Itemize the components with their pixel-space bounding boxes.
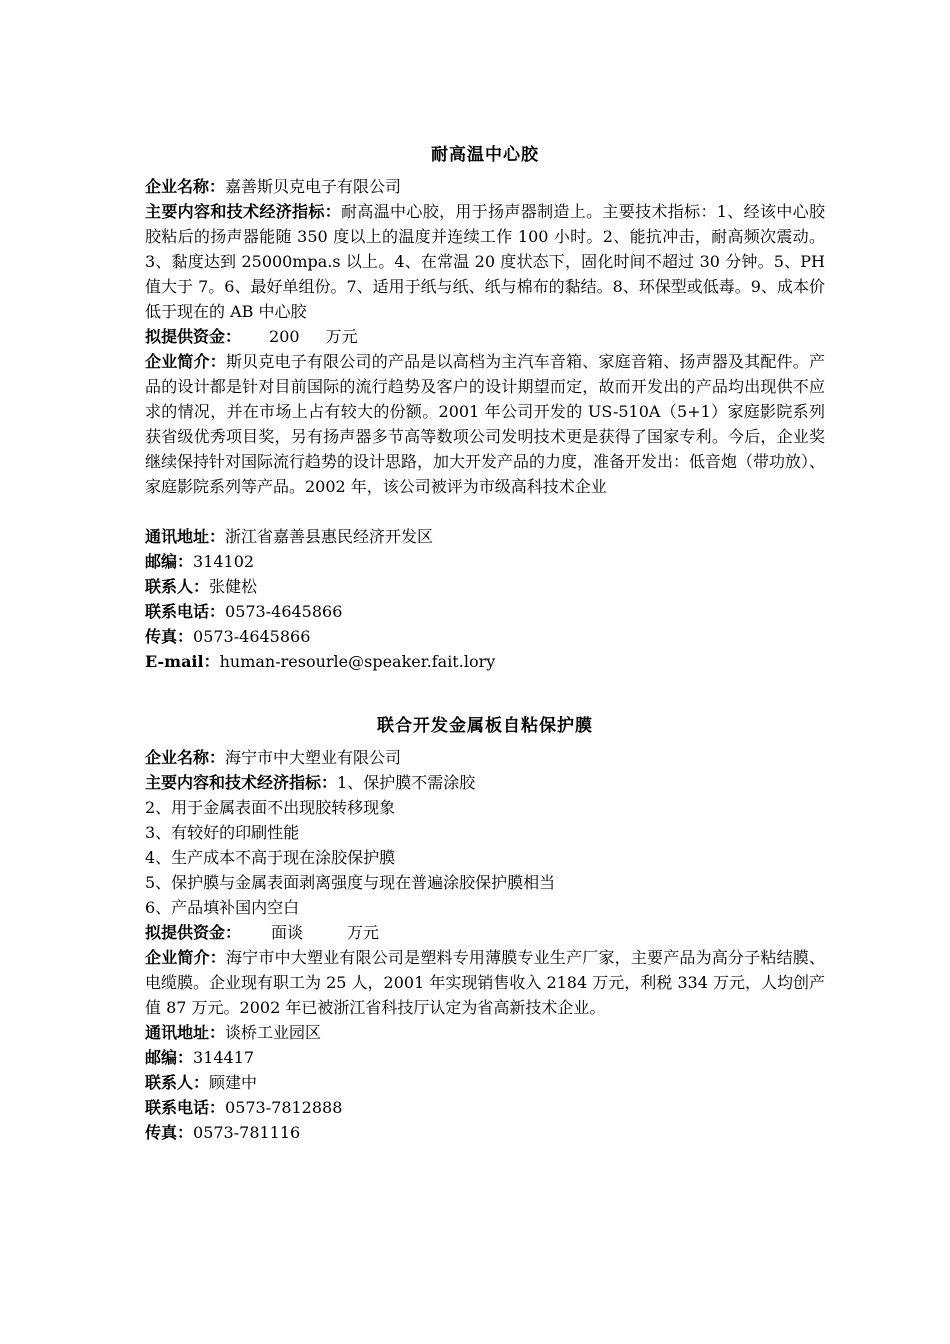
- fax-row: [145, 624, 825, 649]
- phone-row: [145, 1095, 825, 1120]
- fund-row: [145, 324, 825, 349]
- phone-row: [145, 599, 825, 624]
- company-row: [145, 745, 825, 770]
- postcode-row: [145, 549, 825, 574]
- intro-label: 企业简介：: [145, 948, 226, 967]
- address-label: 通讯地址：: [145, 1023, 226, 1042]
- address-value: 谈桥工业园区: [225, 1023, 322, 1042]
- fund-unit: 万元: [347, 923, 380, 942]
- fund-value: 面谈: [271, 923, 304, 942]
- email-label: E-mail：: [145, 652, 220, 671]
- email-value: human-resourle@speaker.fait.lory: [219, 652, 496, 671]
- intro-label: 企业简介：: [145, 352, 226, 371]
- contact-value: 顾建中: [209, 1073, 258, 1092]
- intro-text: 海宁市中大塑业有限公司是塑料专用薄膜专业生产厂家，主要产品为高分子粘结膜、电缆膜。企业现有职工为 25 人，2001 年实现销售收入 2184 万元，利税 334 万元，人均创产值 87 万元。2002 年已被浙江省科技厅认定为省高新技术企业。: [145, 948, 825, 1017]
- phone-label: 联系电话：: [145, 1098, 226, 1117]
- section-title: 耐高温中心胶: [431, 145, 539, 165]
- postcode-row: [145, 1045, 825, 1070]
- main-item: 3、有较好的印刷性能: [145, 823, 300, 842]
- main-content-text: 耐高温中心胶，用于扬声器制造上。主要技术指标：1、经该中心胶胶粘后的扬声器能随 350 度以上的温度并连续工作 100 小时。2、能抗冲击，耐高频次震动。3、黏度达到 25000mpa.s 以上。4、在常温 20 度状态下，固化时间不超过 30 分钟。5、PH 值大于 7。6、最好单组份。7、适用于纸与纸、纸与棉布的黏结。8、环保型或低毒。9、成本价低于现在的 AB 中心胶: [145, 202, 825, 321]
- main-content-label: 主要内容和技术经济指标：: [145, 202, 342, 221]
- fax-value: 0573-4645866: [193, 627, 311, 646]
- contact-row: [145, 574, 825, 599]
- fund-label: 拟提供资金：: [145, 327, 242, 346]
- project-section-1: [145, 140, 825, 674]
- fax-row: [145, 1120, 825, 1145]
- fax-value: 0573-781116: [193, 1123, 301, 1142]
- project-section-2: [145, 711, 825, 1145]
- company-value: 海宁市中大塑业有限公司: [225, 748, 402, 767]
- address-row: [145, 1020, 825, 1045]
- email-row: [145, 649, 825, 674]
- main-item: 1、保护膜不需涂胶: [337, 773, 476, 792]
- intro-text: 斯贝克电子有限公司的产品是以高档为主汽车音箱、家庭音箱、扬声器及其配件。产品的设计都是针对目前国际的流行趋势及客户的设计期望而定，故而开发出的产品均出现供不应求的情况，并在市场上占有较大的份额。2001 年公司开发的 US-510A（5+1）家庭影院系列获省级优秀项目奖，另有扬声器多节高等数项公司发明技术更是获得了国家专利。今后，企业奖继续保持针对国际流行趋势的设计思路，加大开发产品的力度，准备开发出：低音炮（带功放）、家庭影院系列等产品。2002 年，该公司被评为市级高科技术企业: [145, 352, 826, 496]
- company-row: [145, 174, 825, 199]
- main-content-paragraph: [145, 199, 825, 324]
- main-item: 5、保护膜与金属表面剥离强度与现在普遍涂胶保护膜相当: [145, 873, 556, 892]
- phone-value: 0573-4645866: [225, 602, 343, 621]
- address-row: [145, 524, 825, 549]
- main-item: 4、生产成本不高于现在涂胶保护膜: [145, 848, 396, 867]
- address-value: 浙江省嘉善县惠民经济开发区: [225, 527, 434, 546]
- main-content-row: [145, 770, 825, 795]
- company-label: 企业名称：: [145, 748, 226, 767]
- company-intro-paragraph: [145, 349, 825, 499]
- main-item: 6、产品填补国内空白: [145, 898, 300, 917]
- company-value: 嘉善斯贝克电子有限公司: [225, 177, 402, 196]
- fax-label: 传真：: [145, 627, 194, 646]
- postcode-label: 邮编：: [145, 1048, 194, 1067]
- main-item: 2、用于金属表面不出现胶转移现象: [145, 798, 396, 817]
- contact-label: 联系人：: [145, 577, 210, 596]
- main-content-label: 主要内容和技术经济指标：: [145, 773, 338, 792]
- phone-value: 0573-7812888: [225, 1098, 343, 1117]
- postcode-value: 314417: [193, 1048, 255, 1067]
- fund-label: 拟提供资金：: [145, 923, 242, 942]
- document-content: [145, 140, 825, 1145]
- postcode-value: 314102: [193, 552, 255, 571]
- fund-unit: 万元: [325, 327, 358, 346]
- fund-value: 200: [269, 327, 300, 346]
- company-intro-paragraph: [145, 945, 825, 1020]
- contact-label: 联系人：: [145, 1073, 210, 1092]
- contact-row: [145, 1070, 825, 1095]
- fund-row: [145, 920, 825, 945]
- company-label: 企业名称：: [145, 177, 226, 196]
- postcode-label: 邮编：: [145, 552, 194, 571]
- address-label: 通讯地址：: [145, 527, 226, 546]
- section-title: 联合开发金属板自粘保护膜: [377, 716, 593, 736]
- fax-label: 传真：: [145, 1123, 194, 1142]
- contact-value: 张健松: [209, 577, 258, 596]
- phone-label: 联系电话：: [145, 602, 226, 621]
